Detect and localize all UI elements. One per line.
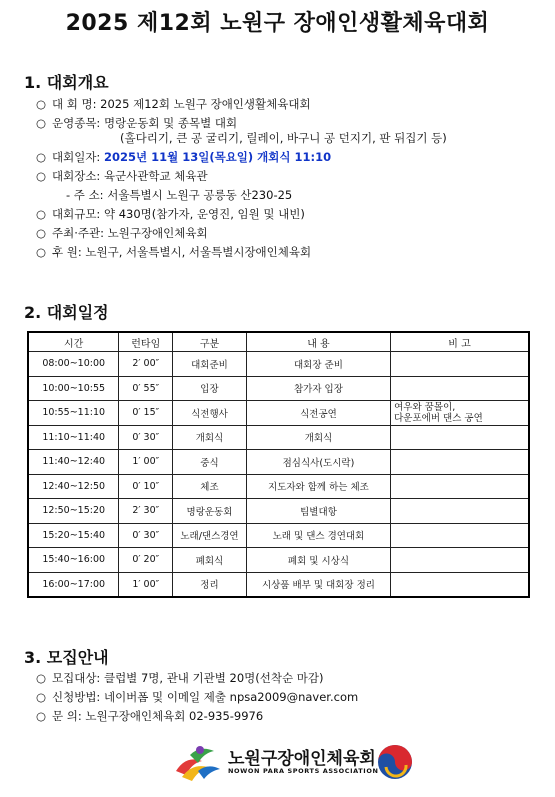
cell-runtime: 2′ 00″ [119, 352, 173, 377]
recruit-item-target: ○ 모집대상: 클럽별 7명, 관내 기관별 20명(선착순 마감) [36, 671, 324, 685]
cell-runtime: 0′ 15″ [119, 401, 173, 426]
cell-runtime: 0′ 30″ [119, 523, 173, 548]
cell-category: 입장 [173, 376, 247, 401]
cell-note [391, 450, 529, 475]
table-row [28, 572, 529, 597]
overview-list [36, 95, 447, 262]
overview-item-address: - 주 소: 서울특별시 노원구 공릉동 산230-25 [66, 188, 293, 202]
cell-note [391, 572, 529, 597]
logo-subtitle: NOWON PARA SPORTS ASSOCIATION [228, 767, 379, 775]
overview-item-venue: ○ 대회장소: 육군사관학교 체육관 [36, 169, 208, 183]
document-title: 2025 제12회 노원구 장애인생활체육대회 [65, 11, 490, 36]
cell-runtime: 0′ 20″ [119, 548, 173, 573]
cell-runtime: 1′ 00″ [119, 450, 173, 475]
schedule-table [27, 331, 530, 598]
cell-content: 식전공연 [246, 401, 390, 426]
cell-time: 11:10~11:40 [28, 425, 119, 450]
schedule-header-row [28, 332, 529, 352]
cell-time: 12:50~15:20 [28, 499, 119, 524]
cell-category: 명랑운동회 [173, 499, 247, 524]
overview-item-events: ○ 운영종목: 명랑운동회 및 종목별 대회 [36, 116, 238, 130]
cell-category: 폐회식 [173, 548, 247, 573]
col-header-content: 내 용 [246, 332, 390, 352]
cell-time: 08:00~10:00 [28, 352, 119, 377]
recruit-item-contact: ○ 문 의: 노원구장애인체육회 02-935-9976 [36, 709, 264, 723]
cell-content: 시상품 배부 및 대회장 정리 [246, 572, 390, 597]
cell-category: 대회준비 [173, 352, 247, 377]
cell-note [391, 499, 529, 524]
section-heading-schedule: 2. 대회일정 [24, 303, 109, 322]
table-row [28, 425, 529, 450]
cell-category: 노래/댄스경연 [173, 523, 247, 548]
section-heading-overview: 1. 대회개요 [24, 73, 109, 92]
cell-category: 개회식 [173, 425, 247, 450]
cell-note [391, 352, 529, 377]
cell-runtime: 0′ 10″ [119, 474, 173, 499]
overview-item-date: ○ 대회일자: 2025년 11월 13일(목요일) 개회식 11:10 [36, 150, 332, 164]
cell-time: 10:55~11:10 [28, 401, 119, 426]
cell-content: 개회식 [246, 425, 390, 450]
recruit-item-method: ○ 신청방법: 네이버폼 및 이메일 제출 npsa2009@naver.com [36, 690, 359, 704]
overview-item-name: ○ 대 회 명: 2025 제12회 노원구 장애인생활체육대회 [36, 97, 311, 111]
table-row [28, 548, 529, 573]
cell-time: 16:00~17:00 [28, 572, 119, 597]
cell-content: 참가자 입장 [246, 376, 390, 401]
cell-category: 식전행사 [173, 401, 247, 426]
cell-note: 여우와 꿈몰이, 다운포에버 댄스 공연 [391, 401, 529, 426]
overview-item-sponsor: ○ 후 원: 노원구, 서울특별시, 서울특별시장애인체육회 [36, 245, 312, 259]
col-header-runtime: 런타임 [119, 332, 173, 352]
cell-note [391, 474, 529, 499]
logo-name: 노원구장애인체육회 [228, 749, 376, 769]
overview-item-host: ○ 주최·주관: 노원구장애인체육회 [36, 226, 208, 240]
schedule-body [28, 352, 529, 598]
cell-content: 폐회 및 시상식 [246, 548, 390, 573]
recruit-list [36, 669, 358, 726]
cell-time: 12:40~12:50 [28, 474, 119, 499]
association-logo [172, 741, 412, 785]
cell-runtime: 2′ 30″ [119, 499, 173, 524]
cell-category: 정리 [173, 572, 247, 597]
table-row [28, 474, 529, 499]
cell-note [391, 425, 529, 450]
cell-runtime: 1′ 00″ [119, 572, 173, 597]
table-row [28, 376, 529, 401]
table-row [28, 499, 529, 524]
logo-mark-icon [172, 741, 224, 785]
cell-content: 지도자와 함께 하는 체조 [246, 474, 390, 499]
cell-content: 팀별대항 [246, 499, 390, 524]
overview-item-scale: ○ 대회규모: 약 430명(참가자, 운영진, 임원 및 내빈) [36, 207, 305, 221]
table-row [28, 523, 529, 548]
taegeuk-emblem-icon [376, 743, 414, 781]
table-row [28, 352, 529, 377]
table-row [28, 450, 529, 475]
cell-content: 점심식사(도시락) [246, 450, 390, 475]
cell-content: 대회장 준비 [246, 352, 390, 377]
cell-time: 15:20~15:40 [28, 523, 119, 548]
cell-note [391, 376, 529, 401]
cell-time: 15:40~16:00 [28, 548, 119, 573]
cell-time: 10:00~10:55 [28, 376, 119, 401]
col-header-time: 시간 [28, 332, 119, 352]
cell-runtime: 0′ 30″ [119, 425, 173, 450]
section-heading-recruit: 3. 모집안내 [24, 648, 109, 667]
cell-category: 중식 [173, 450, 247, 475]
cell-runtime: 0′ 55″ [119, 376, 173, 401]
cell-note [391, 548, 529, 573]
cell-category: 체조 [173, 474, 247, 499]
overview-item-events-detail: (홀다리기, 큰 공 굴리기, 릴레이, 바구니 공 던지기, 판 뒤집기 등) [120, 131, 447, 145]
col-header-category: 구분 [173, 332, 247, 352]
cell-content: 노래 및 댄스 경연대회 [246, 523, 390, 548]
cell-note [391, 523, 529, 548]
table-row [28, 401, 529, 426]
col-header-note: 비 고 [391, 332, 529, 352]
cell-time: 11:40~12:40 [28, 450, 119, 475]
